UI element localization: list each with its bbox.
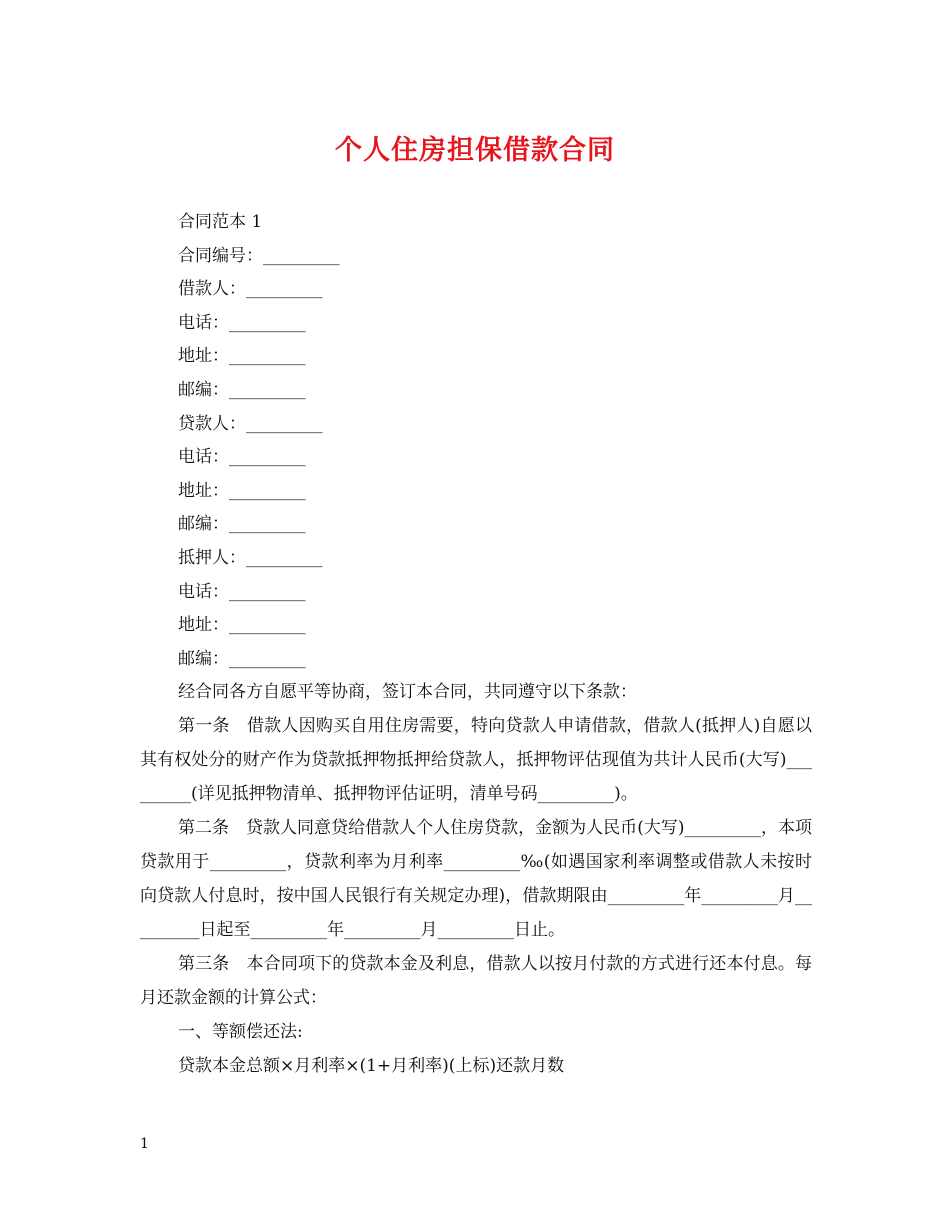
formula-line: 贷款本金总额×月利率×(1+月利率)(上标)还款月数 xyxy=(178,1056,565,1076)
mortgagor-postcode-line: 邮编：_________ xyxy=(178,648,306,669)
borrower-line: 借款人：_________ xyxy=(178,279,323,300)
article-1-paragraph: 第一条 借款人因购买自用住房需要，特向贷款人申请借款，借款人(抵押人)自愿以其有权处分的财产作为贷款抵押物抵押给贷款人，抵押物评估现值为共计人民币(大写)_________(详见抵押物清单、抵押物评估证明，清单号码_________)。 xyxy=(140,716,812,804)
lender-postcode-line: 邮编：_________ xyxy=(178,514,306,535)
borrower-postcode-line: 邮编：_________ xyxy=(178,379,306,400)
lender-line: 贷款人：_________ xyxy=(178,413,323,434)
page-number: 1 xyxy=(140,1136,149,1152)
preamble-paragraph: 经合同各方自愿平等协商，签订本合同，共同遵守以下条款： xyxy=(178,682,637,702)
article-2-paragraph: 第二条 贷款人同意贷给借款人个人住房贷款，金额为人民币(大写)_________，本项贷款用于_________，贷款利率为月利率_________‰(如遇国家利率调整或借款人未按时向贷款人付息时，按中国人民银行有关规定办理)，借款期限由_________年_________月_________日起至_________年_________月_________日止。 xyxy=(140,818,812,940)
mortgagor-phone-line: 电话：_________ xyxy=(178,581,306,602)
borrower-address-line: 地址：_________ xyxy=(178,346,306,367)
document-title: 个人住房担保借款合同 xyxy=(335,135,615,166)
borrower-phone-line: 电话：_________ xyxy=(178,312,306,333)
mortgagor-line: 抵押人：_________ xyxy=(178,547,323,568)
contract-body xyxy=(140,675,812,1083)
method-heading: 一、等额偿还法: xyxy=(178,1022,303,1042)
contract-template-label: 合同范本 1 xyxy=(178,212,263,232)
party-info-block xyxy=(178,206,340,676)
lender-address-line: 地址：_________ xyxy=(178,480,306,501)
lender-phone-line: 电话：_________ xyxy=(178,447,306,468)
contract-number-line: 合同编号：_________ xyxy=(178,245,340,266)
article-3-paragraph: 第三条 本合同项下的贷款本金及利息，借款人以按月付款的方式进行还本付息。每月还款金额的计算公式： xyxy=(140,954,812,1008)
mortgagor-address-line: 地址：_________ xyxy=(178,615,306,636)
